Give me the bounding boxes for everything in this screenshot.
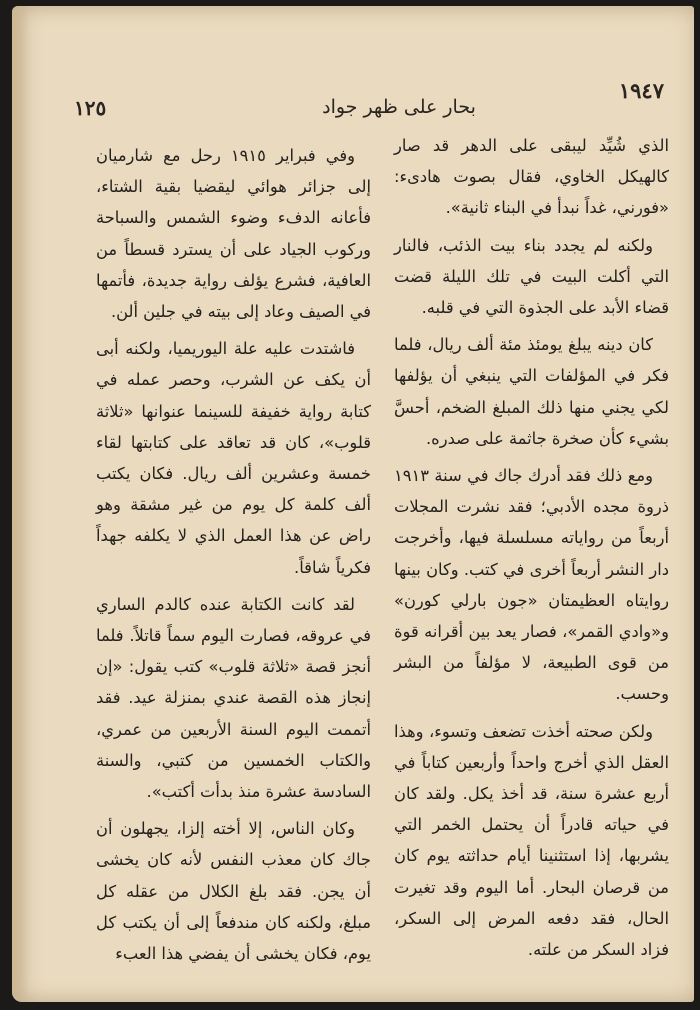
running-header bbox=[74, 78, 670, 118]
paragraph: لقد كانت الكتابة عنده كالدم الساري في عروقه، فصارت اليوم سماً قاتلاً. فلما أنجز قصة «ثلاثة قلوب» كتب يقول: «إن إنجاز هذه القصة عندي بمنزلة عيد. فقد أتممت اليوم السنة الأربعين من عمري، والكتاب الخمسين من كتبي، والسنة السادسة عشرة منذ بدأت أكتب». bbox=[96, 594, 371, 802]
text-column-left bbox=[96, 140, 371, 975]
paragraph: ولكنه لم يجدد بناء بيت الذئب، فالنار التي أكلت البيت في تلك الليلة قضت قضاء الأبد على الجذوة التي في قلبه. bbox=[394, 235, 669, 318]
paragraph: فاشتدت عليه علة اليوريميا، ولكنه أبى أن يكف عن الشرب، وحصر عمله في كتابة رواية خفيفة للسينما عنوانها «ثلاثة قلوب»، كان قد تعاقد على كتابتها لقاء خمسة وعشرين ألف ريال. فكان يكتب ألف كلمة كل يوم من غير مشقة وهو راض عن هذا العمل الذي لا يكلفه جهداً فكرياً شاقاً. bbox=[96, 339, 371, 577]
paragraph: الذي شُيِّد ليبقى على الدهر قد صار كالهيكل الخاوي، فقال بصوت هادىء: «فورني، غداً نبدأ في البناء ثانية». bbox=[394, 136, 669, 218]
paragraph: وكان الناس، إلا أخته إلزا، يجهلون أن جاك كان معذب النفس لأنه كان يخشى أن يجن. فقد بلغ الكلال من عقله كل مبلغ، ولكنه كان مندفعاً إلى أن يكتب كل يوم، فكان يخشى أن يفضي هذا العبء bbox=[96, 819, 371, 964]
text-column-right bbox=[394, 130, 669, 971]
page-binding-shadow bbox=[12, 6, 28, 1002]
page-sheet bbox=[12, 6, 694, 1002]
paragraph: ومع ذلك فقد أدرك جاك في سنة ١٩١٣ ذروة مجده الأدبي؛ فقد نشرت المجلات أربعاً من رواياته مسلسلة فيها، وأخرجت دار النشر أربعاً أخرى في كتب. وكان بينها روايتاه العظيمتان «جون بارلي كورن» و«وادي القمر»، فصار يعد بين أقرانه قوة من قوى الطبيعة، لا مؤلفاً من البشر وحسب. bbox=[394, 466, 669, 704]
year-label: ١٩٤٧ bbox=[618, 78, 664, 103]
page-number: ١٢٥ bbox=[74, 96, 107, 120]
running-title: بحار على ظهر جواد bbox=[322, 96, 476, 118]
paragraph: وفي فبراير ١٩١٥ رحل مع شارميان إلى جزائر هوائي ليقضيا بقية الشتاء، فأعانه الدفء وضوء الشمس والسباحة وركوب الجياد على أن يسترد قسطاً من العافية، فشرع يؤلف رواية جديدة، فأتمها في الصيف وعاد إلى بيته في جلين ألن. bbox=[96, 146, 371, 322]
paragraph: كان دينه يبلغ يومئذ مئة ألف ريال، فلما فكر في المؤلفات التي ينبغي أن يؤلفها لكي يجني منها ذلك المبلغ الضخم، أحسَّ بشيء كأن صخرة جاثمة على صدره. bbox=[394, 335, 669, 448]
paragraph: ولكن صحته أخذت تضعف وتسوء، وهذا العقل الذي أخرج واحداً وأربعين كتاباً في أربع عشرة سنة، قد أخذ يكل. ولقد كان في حياته قادراً أن يحتمل الخمر التي يشربها، إذا استثنينا أيام حداثته يوم كان من قرصان البحار. أما اليوم وقد تغيرت الحال، فقد دفعه المرض إلى السكر، فزاد السكر من علته. bbox=[394, 721, 669, 960]
